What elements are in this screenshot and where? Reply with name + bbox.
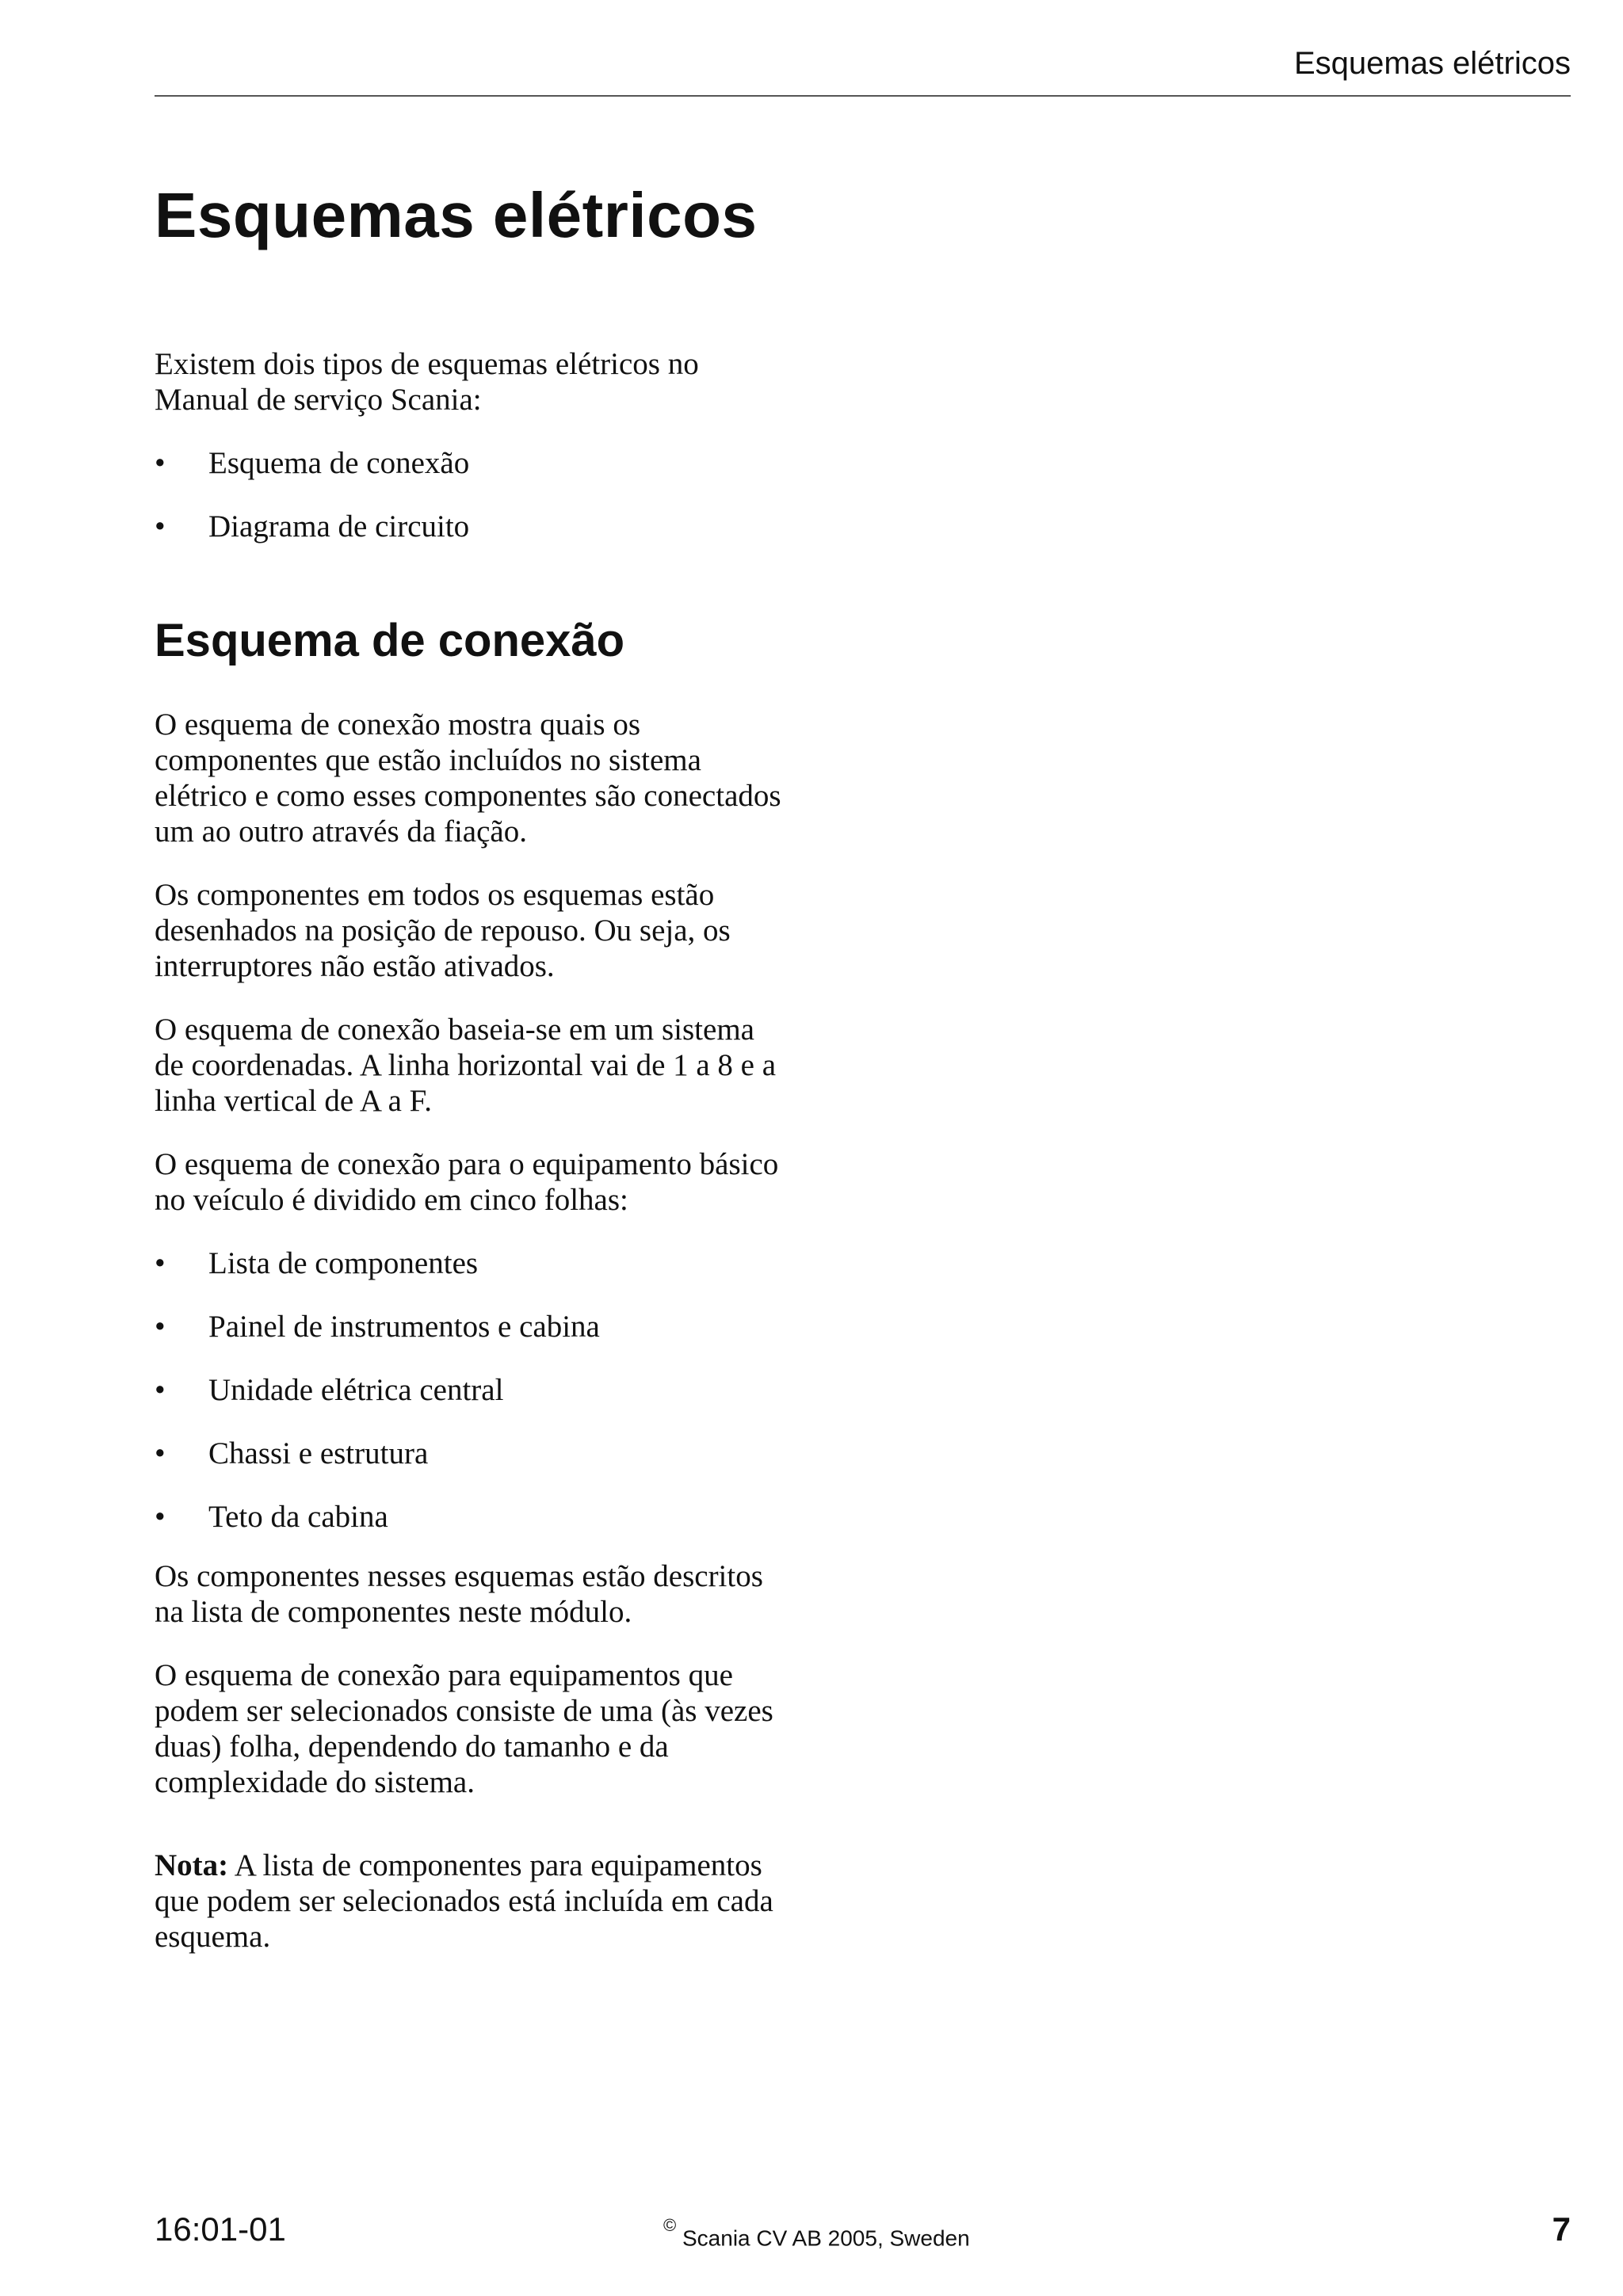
note-text: A lista de componentes para equipamentos que podem ser selecionados está incluída em cada esquema.	[155, 1848, 773, 1954]
note-paragraph	[155, 1848, 789, 1955]
list-item: • Diagrama de circuito	[155, 509, 470, 543]
header-divider	[155, 95, 1571, 97]
copyright-notice: © Scania CV AB 2005, Sweden	[663, 2215, 970, 2251]
list-item: • Teto da cabina	[155, 1500, 388, 1534]
paragraph: O esquema de conexão para equipamentos que podem ser selecionados consiste de uma (às vezes duas) folha, dependendo do tamanho e da complexidade do sistema.	[155, 1658, 773, 1799]
sheets-list	[155, 1245, 789, 1535]
bullet-icon: •	[155, 446, 166, 480]
paragraph: O esquema de conexão mostra quais os componentes que estão incluídos no sistema elétrico e como esses componentes são conectados um ao outro através da fiação.	[155, 707, 781, 849]
intro-paragraph: Existem dois tipos de esquemas elétricos no Manual de serviço Scania:	[155, 347, 699, 417]
paragraph: Os componentes em todos os esquemas estão desenhados na posição de repouso. Ou seja, os interruptores não estão ativados.	[155, 878, 731, 983]
list-item: • Painel de instrumentos e cabina	[155, 1310, 600, 1344]
document-code: 16:01-01	[155, 2210, 286, 2248]
diagram-types-list	[155, 445, 789, 544]
copyright-icon: ©	[663, 2215, 677, 2235]
bullet-icon: •	[155, 1246, 166, 1280]
list-item: • Unidade elétrica central	[155, 1373, 504, 1407]
bullet-icon: •	[155, 509, 166, 543]
list-item: • Chassi e estrutura	[155, 1436, 429, 1470]
page-title: Esquemas elétricos	[155, 180, 758, 250]
main-content	[155, 176, 789, 1982]
bullet-icon: •	[155, 1310, 166, 1344]
list-item: • Esquema de conexão	[155, 446, 470, 480]
running-header: Esquemas elétricos	[1293, 46, 1571, 81]
bullet-icon: •	[155, 1436, 166, 1470]
note-label: Nota:	[155, 1848, 229, 1882]
list-item: • Lista de componentes	[155, 1246, 479, 1280]
paragraph: O esquema de conexão para o equipamento básico no veículo é dividido em cinco folhas:	[155, 1147, 779, 1217]
bullet-icon: •	[155, 1373, 166, 1407]
page-number: 7	[1552, 2210, 1571, 2248]
section-heading: Esquema de conexão	[155, 615, 625, 666]
bullet-icon: •	[155, 1500, 166, 1534]
paragraph: Os componentes nesses esquemas estão descritos na lista de componentes neste módulo.	[155, 1559, 763, 1629]
paragraph: O esquema de conexão baseia-se em um sistema de coordenadas. A linha horizontal vai de 1 a 8 e a linha vertical de A a F.	[155, 1013, 777, 1118]
